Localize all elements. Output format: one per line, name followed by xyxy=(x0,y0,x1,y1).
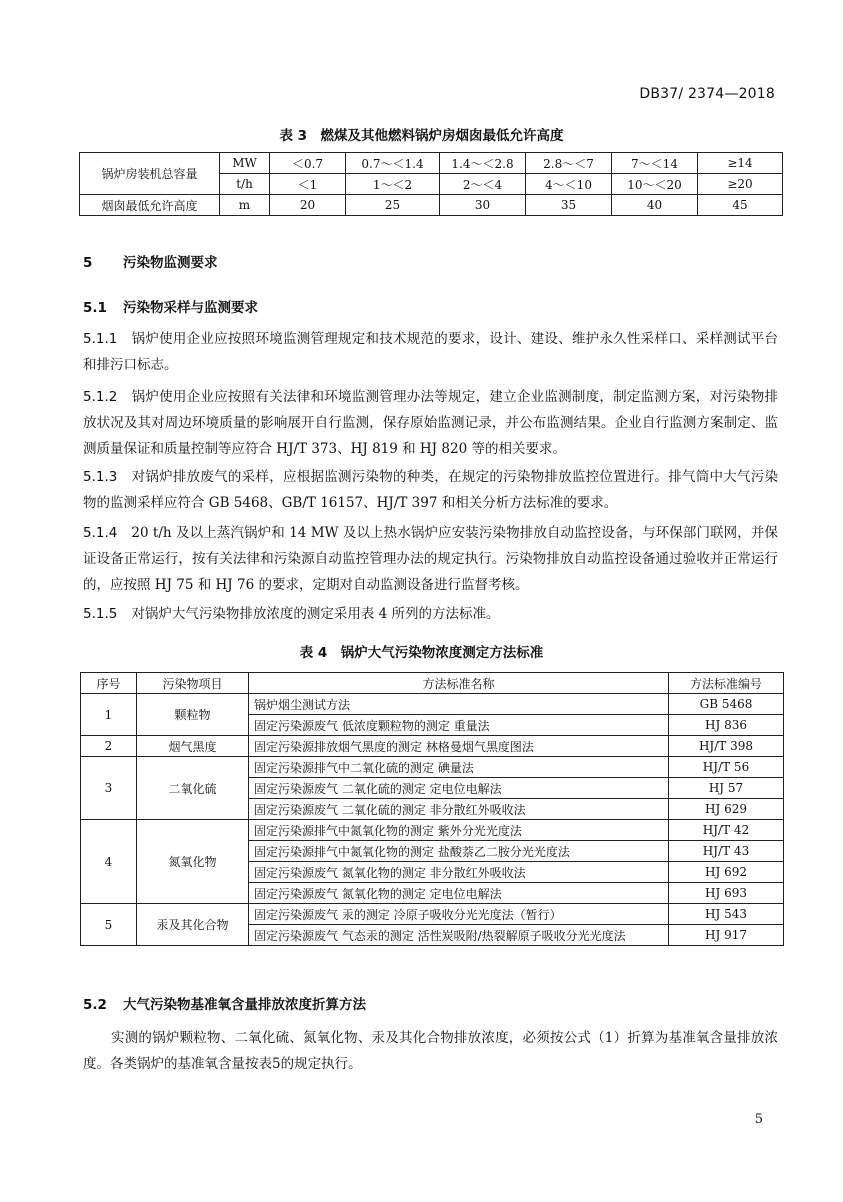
row-number: 4 xyxy=(81,820,137,904)
method-name: 锅炉烟尘测试方法 xyxy=(249,694,669,715)
table3-cell: ≥20 xyxy=(698,174,783,195)
section-number: 5.2 xyxy=(83,997,107,1013)
method-code: HJ/T 43 xyxy=(669,841,784,862)
clause-text: 对锅炉排放废气的采样，应根据监测污染物的种类，在规定的污染物排放监控位置进行。排气筒中大气污染物的监测采样应符合 GB 5468、GB/T 16157、HJ/T 397 和相关分析方法标准的要求。 xyxy=(83,469,778,511)
table-row xyxy=(81,736,784,757)
section-number: 5.1 xyxy=(83,300,107,316)
table3-cell: 1.4～＜2.8 xyxy=(440,153,526,174)
section-title: 大气污染物基准氧含量排放浓度折算方法 xyxy=(123,997,366,1013)
table3-row-mw xyxy=(80,153,783,174)
document-id: DB37/ 2374—2018 xyxy=(639,86,775,102)
row-number: 5 xyxy=(81,904,137,946)
method-code: HJ 543 xyxy=(669,904,784,925)
clause-5-1-3 xyxy=(83,464,778,516)
clause-number: 5.1.3 xyxy=(83,469,118,485)
section-title: 污染物采样与监测要求 xyxy=(123,300,258,316)
table3-cell: 4～＜10 xyxy=(526,174,612,195)
clause-number: 5.1.5 xyxy=(83,606,118,622)
table4-title: 表 4 锅炉大气污染物浓度测定方法标准 xyxy=(299,645,544,661)
page-number: 5 xyxy=(754,1112,763,1127)
method-name: 固定污染源废气 氮氧化物的测定 定电位电解法 xyxy=(249,883,669,904)
clause-number: 5.1.1 xyxy=(83,331,118,347)
method-name: 固定污染源废气 氮氧化物的测定 非分散红外吸收法 xyxy=(249,862,669,883)
row-number: 3 xyxy=(81,757,137,820)
table3-cell: 0.7～＜1.4 xyxy=(346,153,440,174)
table4-header-row xyxy=(81,673,784,694)
method-name: 固定污染源废气 气态汞的测定 活性炭吸附/热裂解原子吸收分光光度法 xyxy=(249,925,669,946)
pollutant-item: 氮氧化物 xyxy=(137,820,249,904)
method-code: HJ 57 xyxy=(669,778,784,799)
row-number: 2 xyxy=(81,736,137,757)
table3-cell: ＜1 xyxy=(270,174,346,195)
method-code: HJ 693 xyxy=(669,883,784,904)
pollutant-item: 汞及其化合物 xyxy=(137,904,249,946)
section-5-heading xyxy=(83,251,218,271)
column-header: 方法标准名称 xyxy=(249,673,669,694)
table3-cell: 25 xyxy=(346,195,440,216)
clause-text: 对锅炉大气污染物排放浓度的测定采用表 4 所列的方法标准。 xyxy=(131,606,500,622)
clause-5-1-1 xyxy=(83,326,778,378)
column-header: 方法标准编号 xyxy=(669,673,784,694)
table3-cell: 2.8～＜7 xyxy=(526,153,612,174)
method-name: 固定污染源排气中二氧化硫的测定 碘量法 xyxy=(249,757,669,778)
method-name: 固定污染源排气中氮氧化物的测定 盐酸萘乙二胺分光光度法 xyxy=(249,841,669,862)
section-5-2-paragraph: 实测的锅炉颗粒物、二氧化硫、氮氧化物、汞及其化合物排放浓度，必须按公式（1）折算为基准氧含量排放浓度。各类锅炉的基准氧含量按表5的规定执行。 xyxy=(83,1030,778,1072)
section-5-2-heading xyxy=(83,993,366,1013)
table-row xyxy=(81,757,784,778)
clause-text: 锅炉使用企业应按照有关法律和环境监测管理办法等规定，建立企业监测制度，制定监测方案，对污染物排放状况及其对周边环境质量的影响展开自行监测，保存原始监测记录，并公布监测结果。企业自行监测方案制定、监测质量保证和质量控制等应符合 HJ/T 373、HJ 819 和 HJ 820 等的相关要求。 xyxy=(83,389,778,457)
section-5-1-heading xyxy=(83,296,258,316)
section-title: 污染物监测要求 xyxy=(123,255,218,271)
method-code: GB 5468 xyxy=(669,694,784,715)
unit-cell: t/h xyxy=(220,174,270,195)
section-number: 5 xyxy=(83,255,93,271)
method-name: 固定污染源废气 二氧化硫的测定 定电位电解法 xyxy=(249,778,669,799)
method-name: 固定污染源废气 二氧化硫的测定 非分散红外吸收法 xyxy=(249,799,669,820)
clause-text: 20 t/h 及以上蒸汽锅炉和 14 MW 及以上热水锅炉应安装污染物排放自动监控设备，与环保部门联网，并保证设备正常运行，按有关法律和污染源自动监控管理办法的规定执行。污染物排放自动监控设备通过验收并正常运行的，应按照 HJ 75 和 HJ 76 的要求，定期对自动监测设备进行监督考核。 xyxy=(83,525,778,593)
clause-5-1-5 xyxy=(83,601,778,627)
chimney-height-table xyxy=(79,152,783,216)
pollutant-item: 烟气黑度 xyxy=(137,736,249,757)
table3-cell: 7～＜14 xyxy=(612,153,698,174)
clause-number: 5.1.4 xyxy=(83,525,118,541)
column-header: 污染物项目 xyxy=(137,673,249,694)
unit-cell: MW xyxy=(220,153,270,174)
method-code: HJ 836 xyxy=(669,715,784,736)
table3-cell: ＜0.7 xyxy=(270,153,346,174)
method-name: 固定污染源废气 汞的测定 冷原子吸收分光光度法（暂行） xyxy=(249,904,669,925)
method-code: HJ/T 398 xyxy=(669,736,784,757)
table-row xyxy=(81,820,784,841)
method-name: 固定污染源排气中氮氧化物的测定 紫外分光光度法 xyxy=(249,820,669,841)
table3-cell: 1～＜2 xyxy=(346,174,440,195)
table3-cell: 45 xyxy=(698,195,783,216)
table3-cell: 30 xyxy=(440,195,526,216)
method-code: HJ 917 xyxy=(669,925,784,946)
table3-title: 表 3 燃煤及其他燃料锅炉房烟囱最低允许高度 xyxy=(279,128,564,144)
table3-cell: 10～＜20 xyxy=(612,174,698,195)
table3-cell: 40 xyxy=(612,195,698,216)
unit-cell: m xyxy=(220,195,270,216)
method-code: HJ 692 xyxy=(669,862,784,883)
table-row xyxy=(81,694,784,715)
clause-5-1-2 xyxy=(83,384,778,462)
table3-cell: ≥14 xyxy=(698,153,783,174)
row-number: 1 xyxy=(81,694,137,736)
table3-cell: 2～＜4 xyxy=(440,174,526,195)
clause-5-1-4 xyxy=(83,520,778,598)
table3-cell: 20 xyxy=(270,195,346,216)
method-name: 固定污染源排放烟气黑度的测定 林格曼烟气黑度图法 xyxy=(249,736,669,757)
measurement-methods-table xyxy=(80,672,784,946)
table3-row-height xyxy=(80,195,783,216)
table3-cell: 35 xyxy=(526,195,612,216)
column-header: 序号 xyxy=(81,673,137,694)
pollutant-item: 颗粒物 xyxy=(137,694,249,736)
height-label: 烟囱最低允许高度 xyxy=(80,195,220,216)
method-name: 固定污染源废气 低浓度颗粒物的测定 重量法 xyxy=(249,715,669,736)
capacity-label: 锅炉房装机总容量 xyxy=(80,153,220,195)
method-code: HJ/T 56 xyxy=(669,757,784,778)
pollutant-item: 二氧化硫 xyxy=(137,757,249,820)
method-code: HJ 629 xyxy=(669,799,784,820)
clause-number: 5.1.2 xyxy=(83,389,118,405)
method-code: HJ/T 42 xyxy=(669,820,784,841)
clause-text: 锅炉使用企业应按照环境监测管理规定和技术规范的要求，设计、建设、维护永久性采样口、采样测试平台和排污口标志。 xyxy=(83,331,778,373)
table-row xyxy=(81,904,784,925)
